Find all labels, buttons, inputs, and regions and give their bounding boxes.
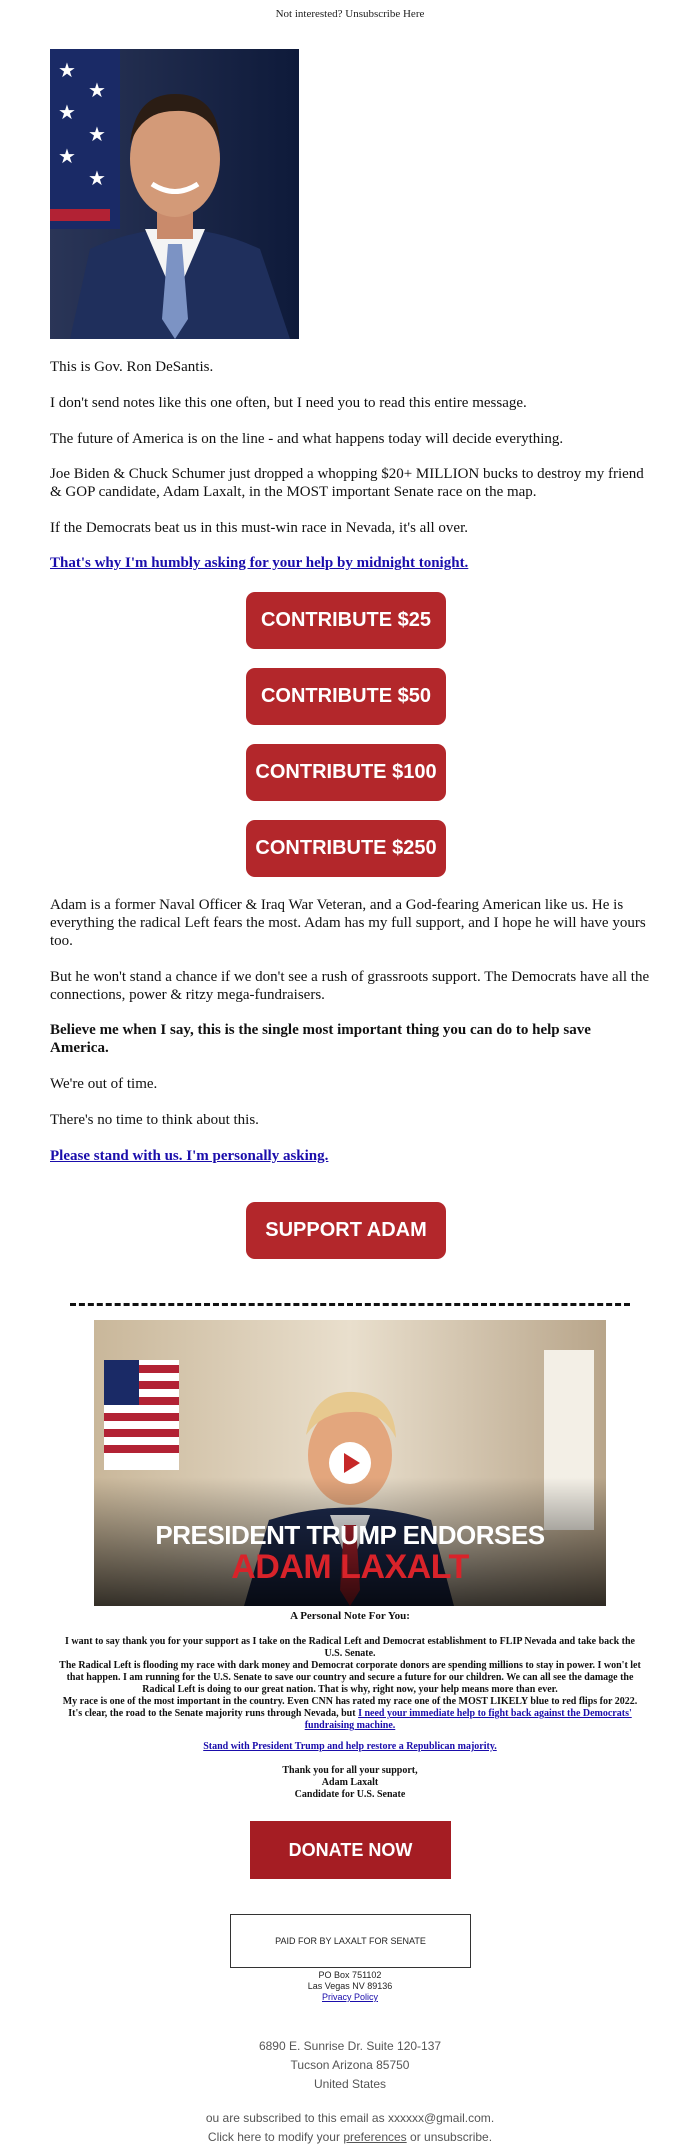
unsubscribe-link[interactable]: Not interested? Unsubscribe Here: [275, 8, 425, 20]
body-paragraph: There's no time to think about this.: [50, 1112, 259, 1128]
donate-now-label: DONATE NOW: [288, 1839, 413, 1860]
svg-text:★: ★: [88, 80, 106, 102]
note-paragraph: I want to say thank you for your support as I take on the Radical Left and Democrat establishment to FLIP Nevada and take back the U.S. Senate.: [65, 1636, 635, 1659]
po-city: Las Vegas NV 89136: [307, 1981, 393, 1991]
modify-text-end: or unsubscribe.: [406, 2130, 493, 2144]
body-paragraph: But he won't stand a chance if we don't see a rush of grassroots support. The Democrats have all the connections, power & ritzy mega-fundraisers.: [50, 969, 650, 1003]
body-paragraph: Adam is a former Naval Officer & Iraq War Veteran, and a God-fearing American like us. He is everything the radical Left fears the most. Adam has my full support, and I hope he will have yours too.: [50, 897, 646, 949]
subscription-notice: [0, 2111, 700, 2125]
note-paragraph: [55, 1696, 645, 1732]
stand-with-us-link[interactable]: Please stand with us. I'm personally asking.: [50, 1148, 329, 1164]
note-heading: A Personal Note For You:: [290, 1610, 410, 1622]
note-signoff: Thank you for all your support,: [282, 1765, 418, 1776]
endorsement-video[interactable]: [94, 1320, 606, 1606]
preferences-link[interactable]: preferences: [343, 2130, 407, 2144]
dashed-divider: [70, 1303, 630, 1306]
po-box: PO Box 751102: [318, 1970, 382, 1980]
subscriber-email: xxxxxx@gmail.com: [387, 2111, 491, 2125]
privacy-policy-link[interactable]: Privacy Policy: [321, 1992, 378, 2002]
subscription-text-end: .: [490, 2111, 495, 2125]
contribute-25-button[interactable]: CONTRIBUTE $25: [246, 592, 446, 649]
subscription-text: ou are subscribed to this email as: [205, 2111, 388, 2125]
note-paragraph: The Radical Left is flooding my race with dark money and Democrat corporate donors are spending millions to stay in power. I won't let that happen. I am running for the U.S. Senate to save our country and secure a future for our children. We can all see the damage the Radical Left is doing to our great nation. That is why, right now, your help means more than ever.: [59, 1660, 641, 1695]
paid-for-text: PAID FOR BY LAXALT FOR SENATE: [275, 1936, 426, 1946]
restore-majority-link[interactable]: Stand with President Trump and help restore a Republican majority.: [203, 1741, 497, 1752]
note-signature-name: Adam Laxalt: [321, 1777, 379, 1788]
note-signature-title: Candidate for U.S. Senate: [294, 1789, 406, 1800]
svg-text:★: ★: [88, 124, 106, 146]
video-title-line2: ADAM LAXALT: [231, 1548, 469, 1586]
footer-address-line1: 6890 E. Sunrise Dr. Suite 120-137: [258, 2039, 442, 2053]
svg-text:★: ★: [58, 146, 76, 168]
footer-address-line3: United States: [313, 2077, 387, 2091]
svg-text:★: ★: [58, 60, 76, 82]
body-paragraph-bold: Believe me when I say, this is the single most important thing you can do to help save America.: [50, 1022, 591, 1056]
support-adam-button[interactable]: SUPPORT ADAM: [246, 1202, 446, 1259]
intro-paragraph: Joe Biden & Chuck Schumer just dropped a whopping $20+ MILLION bucks to destroy my friend & GOP candidate, Adam Laxalt, in the MOST important Senate race on the map.: [50, 466, 644, 500]
intro-paragraph: If the Democrats beat us in this must-win race in Nevada, it's all over.: [50, 520, 469, 536]
intro-paragraph: The future of America is on the line - and what happens today will decide everything.: [50, 431, 564, 447]
play-icon[interactable]: [329, 1442, 371, 1484]
svg-text:★: ★: [58, 102, 76, 124]
intro-paragraph: I don't send notes like this one often, but I need you to read this entire message.: [50, 395, 527, 411]
svg-text:★: ★: [88, 168, 106, 190]
footer-address-line2: Tucson Arizona 85750: [290, 2058, 410, 2072]
desantis-photo: [50, 49, 299, 339]
intro-greeting: This is Gov. Ron DeSantis.: [50, 359, 214, 375]
help-midnight-link[interactable]: That's why I'm humbly asking for your help by midnight tonight.: [50, 555, 469, 571]
contribute-50-button[interactable]: CONTRIBUTE $50: [246, 668, 446, 725]
body-paragraph: We're out of time.: [50, 1076, 158, 1092]
modify-text: Click here to modify your: [207, 2130, 344, 2144]
paid-for-box: [230, 1914, 471, 1968]
fight-back-link[interactable]: I need your immediate help to fight back against the Democrats' fundraising machine.: [304, 1708, 632, 1731]
note-paragraph-text: My race is one of the most important in the country. Even CNN has rated my race one of the MOST LIKELY blue to red flips for 2022. It's clear, the road to the Senate majority runs through Nevada, but: [62, 1696, 638, 1719]
modify-notice: [0, 2130, 700, 2144]
contribute-250-button[interactable]: CONTRIBUTE $250: [246, 820, 446, 877]
contribute-100-button[interactable]: CONTRIBUTE $100: [246, 744, 446, 801]
video-title-line1: PRESIDENT TRUMP ENDORSES: [155, 1520, 545, 1550]
donate-now-button[interactable]: [250, 1821, 451, 1879]
